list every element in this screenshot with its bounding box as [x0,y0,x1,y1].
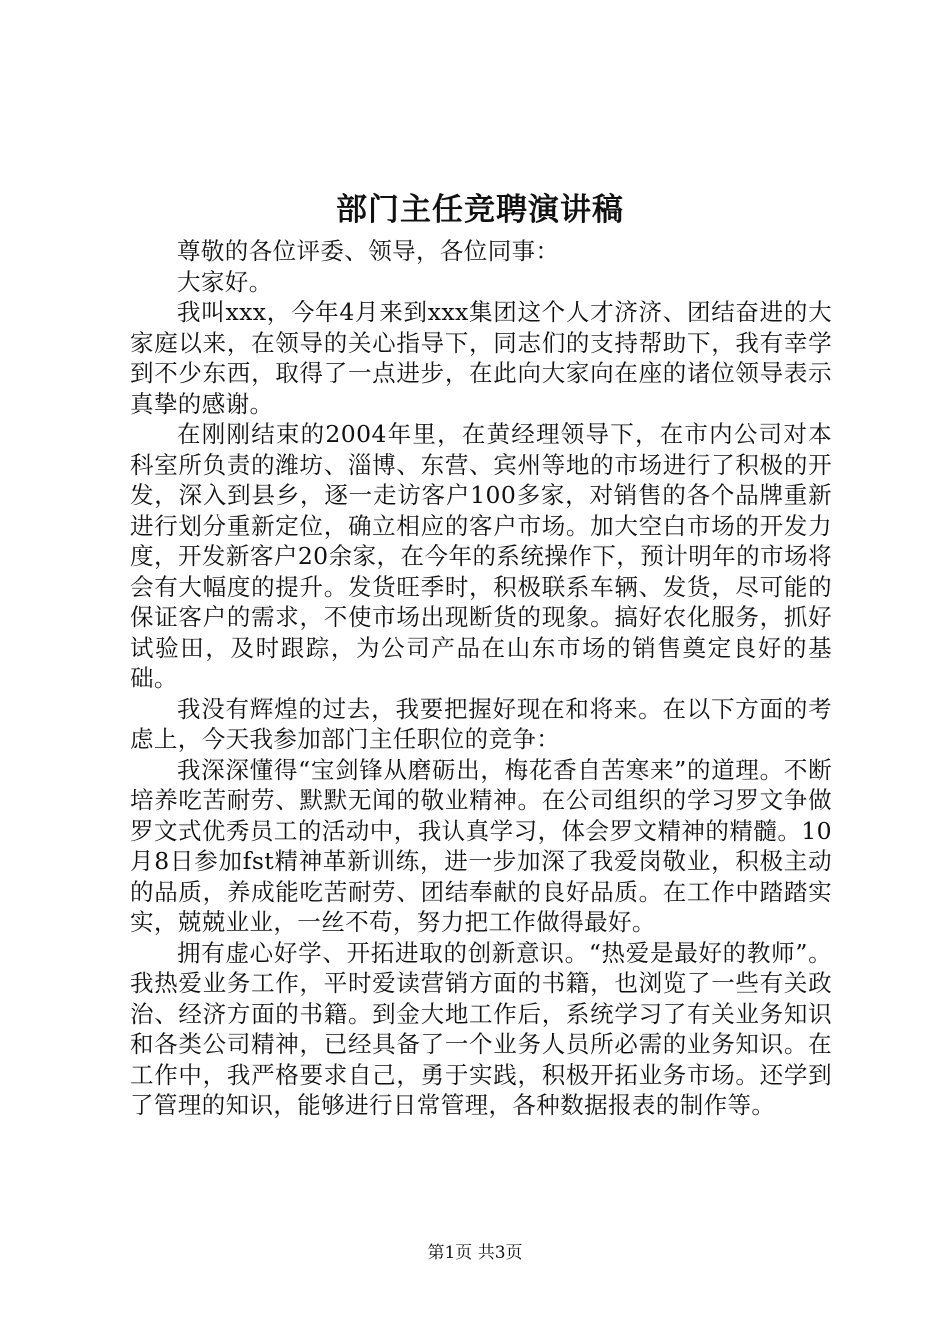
paragraph-learning: 拥有虚心好学、开拓进取的创新意识。“热爱是最好的教师”。我热爱业务工作，平时爱读营销方面的书籍，也浏览了一些有关政治、经济方面的书籍。到金大地工作后，系统学习了有关业务知识和各类公司精神，已经具备了一个业务人员所必需的业务知识。在工作中，我严格要求自己，勇于实践，积极开拓业务市场。还学到了管理的知识，能够进行日常管理，各种数据报表的制作等。 [130,938,832,1119]
document-title: 部门主任竞聘演讲稿 [336,192,624,228]
document-body [130,236,832,1121]
salutation: 尊敬的各位评委、领导，各位同事： [177,237,560,265]
paragraph-motivation: 我没有辉煌的过去，我要把握好现在和将来。在以下方面的考虑上，今天我参加部门主任职位的竞争： [130,694,832,753]
paragraph-work-review: 在刚刚结束的2004年里，在黄经理领导下，在市内公司对本科室所负责的潍坊、淄博、东营、宾州等地的市场进行了积极的开发，深入到县乡，逐一走访客户100多家，对销售的各个品牌重新进行划分重新定位，确立相应的客户市场。加大空白市场的开发力度，开发新客户20余家，在今年的系统操作下，预计明年的市场将会有大幅度的提升。发货旺季时，积极联系车辆、发货，尽可能的保证客户的需求，不使市场出现断货的现象。搞好农化服务，抓好试验田，及时跟踪，为公司产品在山东市场的销售奠定良好的基础。 [130,420,832,692]
greeting: 大家好。 [177,267,273,296]
page-number: 第1页 共3页 [427,1243,523,1263]
paragraph-dedication: 我深深懂得“宝剑锋从磨砺出，梅花香自苦寒来”的道理。不断培养吃苦耐劳、默默无闻的敬业精神。在公司组织的学习罗文争做罗文式优秀员工的活动中，我认真学习，体会罗文精神的精髓。10月8日参加fst精神革新训练，进一步加深了我爱岗敬业，积极主动的品质，养成能吃苦耐劳、团结奉献的良好品质。在工作中踏踏实实，兢兢业业，一丝不苟，努力把工作做得最好。 [130,755,832,936]
paragraph-introduction: 我叫xxx，今年4月来到xxx集团这个人才济济、团结奋进的大家庭以来，在领导的关心指导下，同志们的支持帮助下，我有幸学到不少东西，取得了一点进步，在此向大家向在座的诸位领导表示真挚的感谢。 [130,298,832,418]
